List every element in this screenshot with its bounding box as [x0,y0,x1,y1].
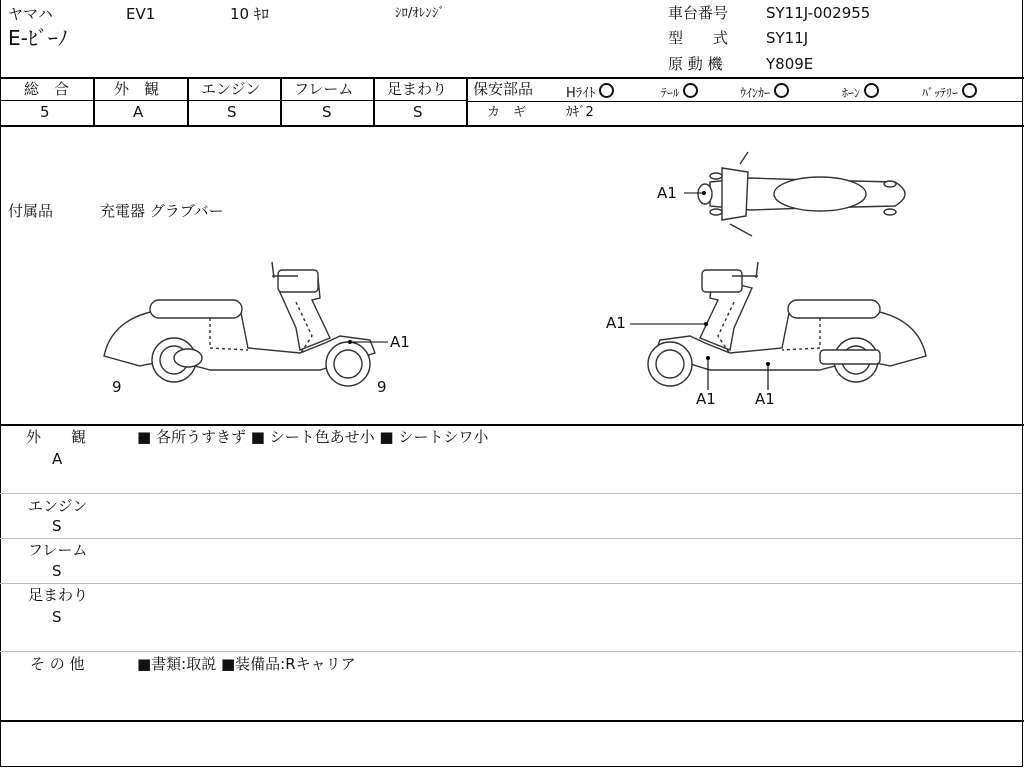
ok-circle-icon [683,83,698,98]
scooter-top-view-icon [690,150,930,240]
divider [0,493,1022,494]
divider [0,424,1024,426]
detail-suspension-label: 足まわり [28,586,89,604]
divider [466,78,468,126]
tire-rear-depth: 9 [112,378,122,396]
detail-engine-grade: S [52,517,62,535]
safety-item-winker: ｳｲﾝｶｰ [740,83,789,99]
tire-front-depth: 9 [377,378,387,396]
accessories-label: 付属品 [8,202,54,220]
grade-engine-value: S [227,103,237,121]
damage-mark: A1 [696,390,716,408]
type-value: SY11J [766,29,809,47]
grade-exterior-value: A [133,103,144,121]
key-value: ｶｷﾞ2 [566,105,594,120]
detail-frame-label: フレーム [28,541,88,559]
chassis-value: SY11J-002955 [766,4,871,22]
grade-engine-label: エンジン [201,80,261,98]
accessories-value: 充電器 グラブバー [100,202,224,220]
divider [0,125,1024,127]
divider [93,78,95,126]
safety-item-tail: ﾃｰﾙ [661,83,698,99]
divider [466,101,1022,102]
vehicle-name: E-ﾋﾞｰﾉ [8,26,68,50]
divider [0,538,1022,539]
divider [0,100,466,101]
safety-item-horn: ﾎｰﾝ [842,83,879,99]
scooter-left-view-icon [100,258,400,388]
detail-exterior-grade: A [52,450,63,468]
grade-total-value: 5 [40,103,50,121]
divider [0,720,1024,722]
ok-circle-icon [774,83,789,98]
color-name: ｼﾛ/ｵﾚﾝｼﾞ [395,6,445,21]
engine-label: 原 動 機 [668,55,723,73]
engine-value: Y809E [766,55,814,73]
detail-other-notes: ■書類:取説 ■装備品:Rキャリア [137,655,356,673]
divider [373,78,375,126]
divider [0,583,1022,584]
damage-mark: A1 [755,390,775,408]
type-label: 型 式 [668,29,729,47]
safety-item-headlight: Hﾗｲﾄ [566,83,614,100]
detail-suspension-grade: S [52,608,62,626]
maker-name: ヤマハ [8,5,53,23]
grade-suspension-label: 足まわり [387,80,448,98]
detail-exterior-label: 外 観 [26,428,87,446]
divider [187,78,189,126]
key-label: カ ギ [487,105,527,120]
grade-frame-label: フレーム [294,80,354,98]
detail-engine-label: エンジン [28,497,88,515]
ok-circle-icon [962,83,977,98]
safety-label: 保安部品 [473,80,534,98]
damage-mark: A1 [390,333,410,351]
scooter-right-view-icon [630,258,930,388]
grade-suspension-value: S [413,103,423,121]
mileage: 10 ｷﾛ [230,5,269,23]
divider [280,78,282,126]
detail-other-label: そ の 他 [30,655,85,673]
damage-mark: A1 [606,314,626,332]
grade-frame-value: S [322,103,332,121]
detail-exterior-notes: ■ 各所うすきず ■ シート色あせ小 ■ シートシワ小 [137,428,489,446]
grade-exterior-label: 外 観 [114,80,160,98]
detail-frame-grade: S [52,562,62,580]
divider [0,651,1022,652]
ok-circle-icon [864,83,879,98]
model-code: EV1 [126,5,156,23]
chassis-label: 車台番号 [668,4,729,22]
grade-total-label: 総 合 [24,80,70,98]
safety-item-battery: ﾊﾞｯﾃﾘｰ [922,83,977,99]
ok-circle-icon [599,83,614,98]
damage-mark: A1 [657,184,677,202]
divider [0,77,1024,79]
